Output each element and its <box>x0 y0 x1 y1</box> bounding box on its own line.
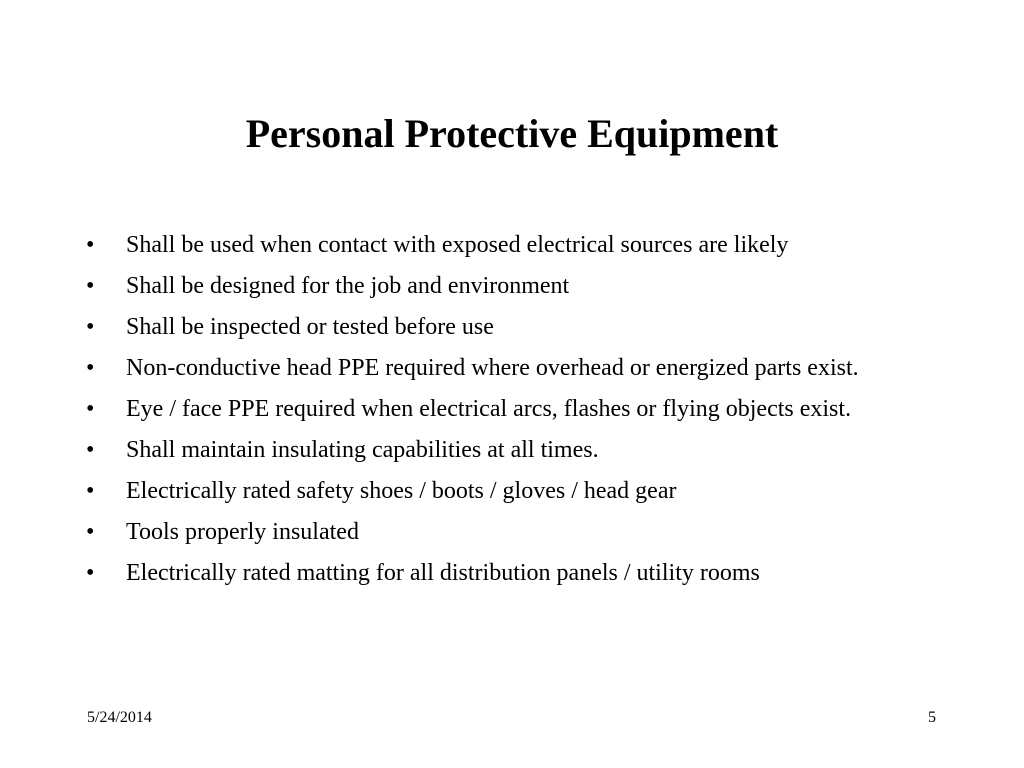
bullet-item <box>86 351 946 385</box>
bullet-item <box>86 556 946 590</box>
slide-title: Personal Protective Equipment <box>245 111 779 156</box>
bullet-icon: • <box>86 232 95 258</box>
bullet-text: Non-conductive head PPE required where overhead or energized parts exist. <box>126 355 859 381</box>
bullet-item <box>86 228 946 262</box>
bullet-icon: • <box>86 437 95 463</box>
bullet-icon: • <box>86 560 95 586</box>
bullet-icon: • <box>86 519 95 545</box>
bullet-item <box>86 433 946 467</box>
page-number: 5 <box>928 709 936 726</box>
bullet-icon: • <box>86 314 95 340</box>
bullet-item <box>86 474 946 508</box>
footer-date: 5/24/2014 <box>87 709 152 726</box>
bullet-list <box>86 228 946 597</box>
bullet-text: Tools properly insulated <box>126 519 359 545</box>
bullet-text: Electrically rated safety shoes / boots / gloves / head gear <box>126 478 677 504</box>
bullet-text: Eye / face PPE required when electrical arcs, flashes or flying objects exist. <box>126 396 852 422</box>
bullet-text: Shall be inspected or tested before use <box>126 314 494 340</box>
bullet-item <box>86 269 946 303</box>
bullet-item <box>86 392 946 426</box>
bullet-icon: • <box>86 396 95 422</box>
bullet-text: Electrically rated matting for all distribution panels / utility rooms <box>126 560 760 586</box>
bullet-icon: • <box>86 355 95 381</box>
bullet-icon: • <box>86 273 95 299</box>
bullet-text: Shall be designed for the job and environment <box>126 273 570 299</box>
bullet-item <box>86 310 946 344</box>
bullet-text: Shall maintain insulating capabilities at all times. <box>126 437 599 463</box>
bullet-item <box>86 515 946 549</box>
bullet-icon: • <box>86 478 95 504</box>
bullet-text: Shall be used when contact with exposed electrical sources are likely <box>126 232 789 258</box>
